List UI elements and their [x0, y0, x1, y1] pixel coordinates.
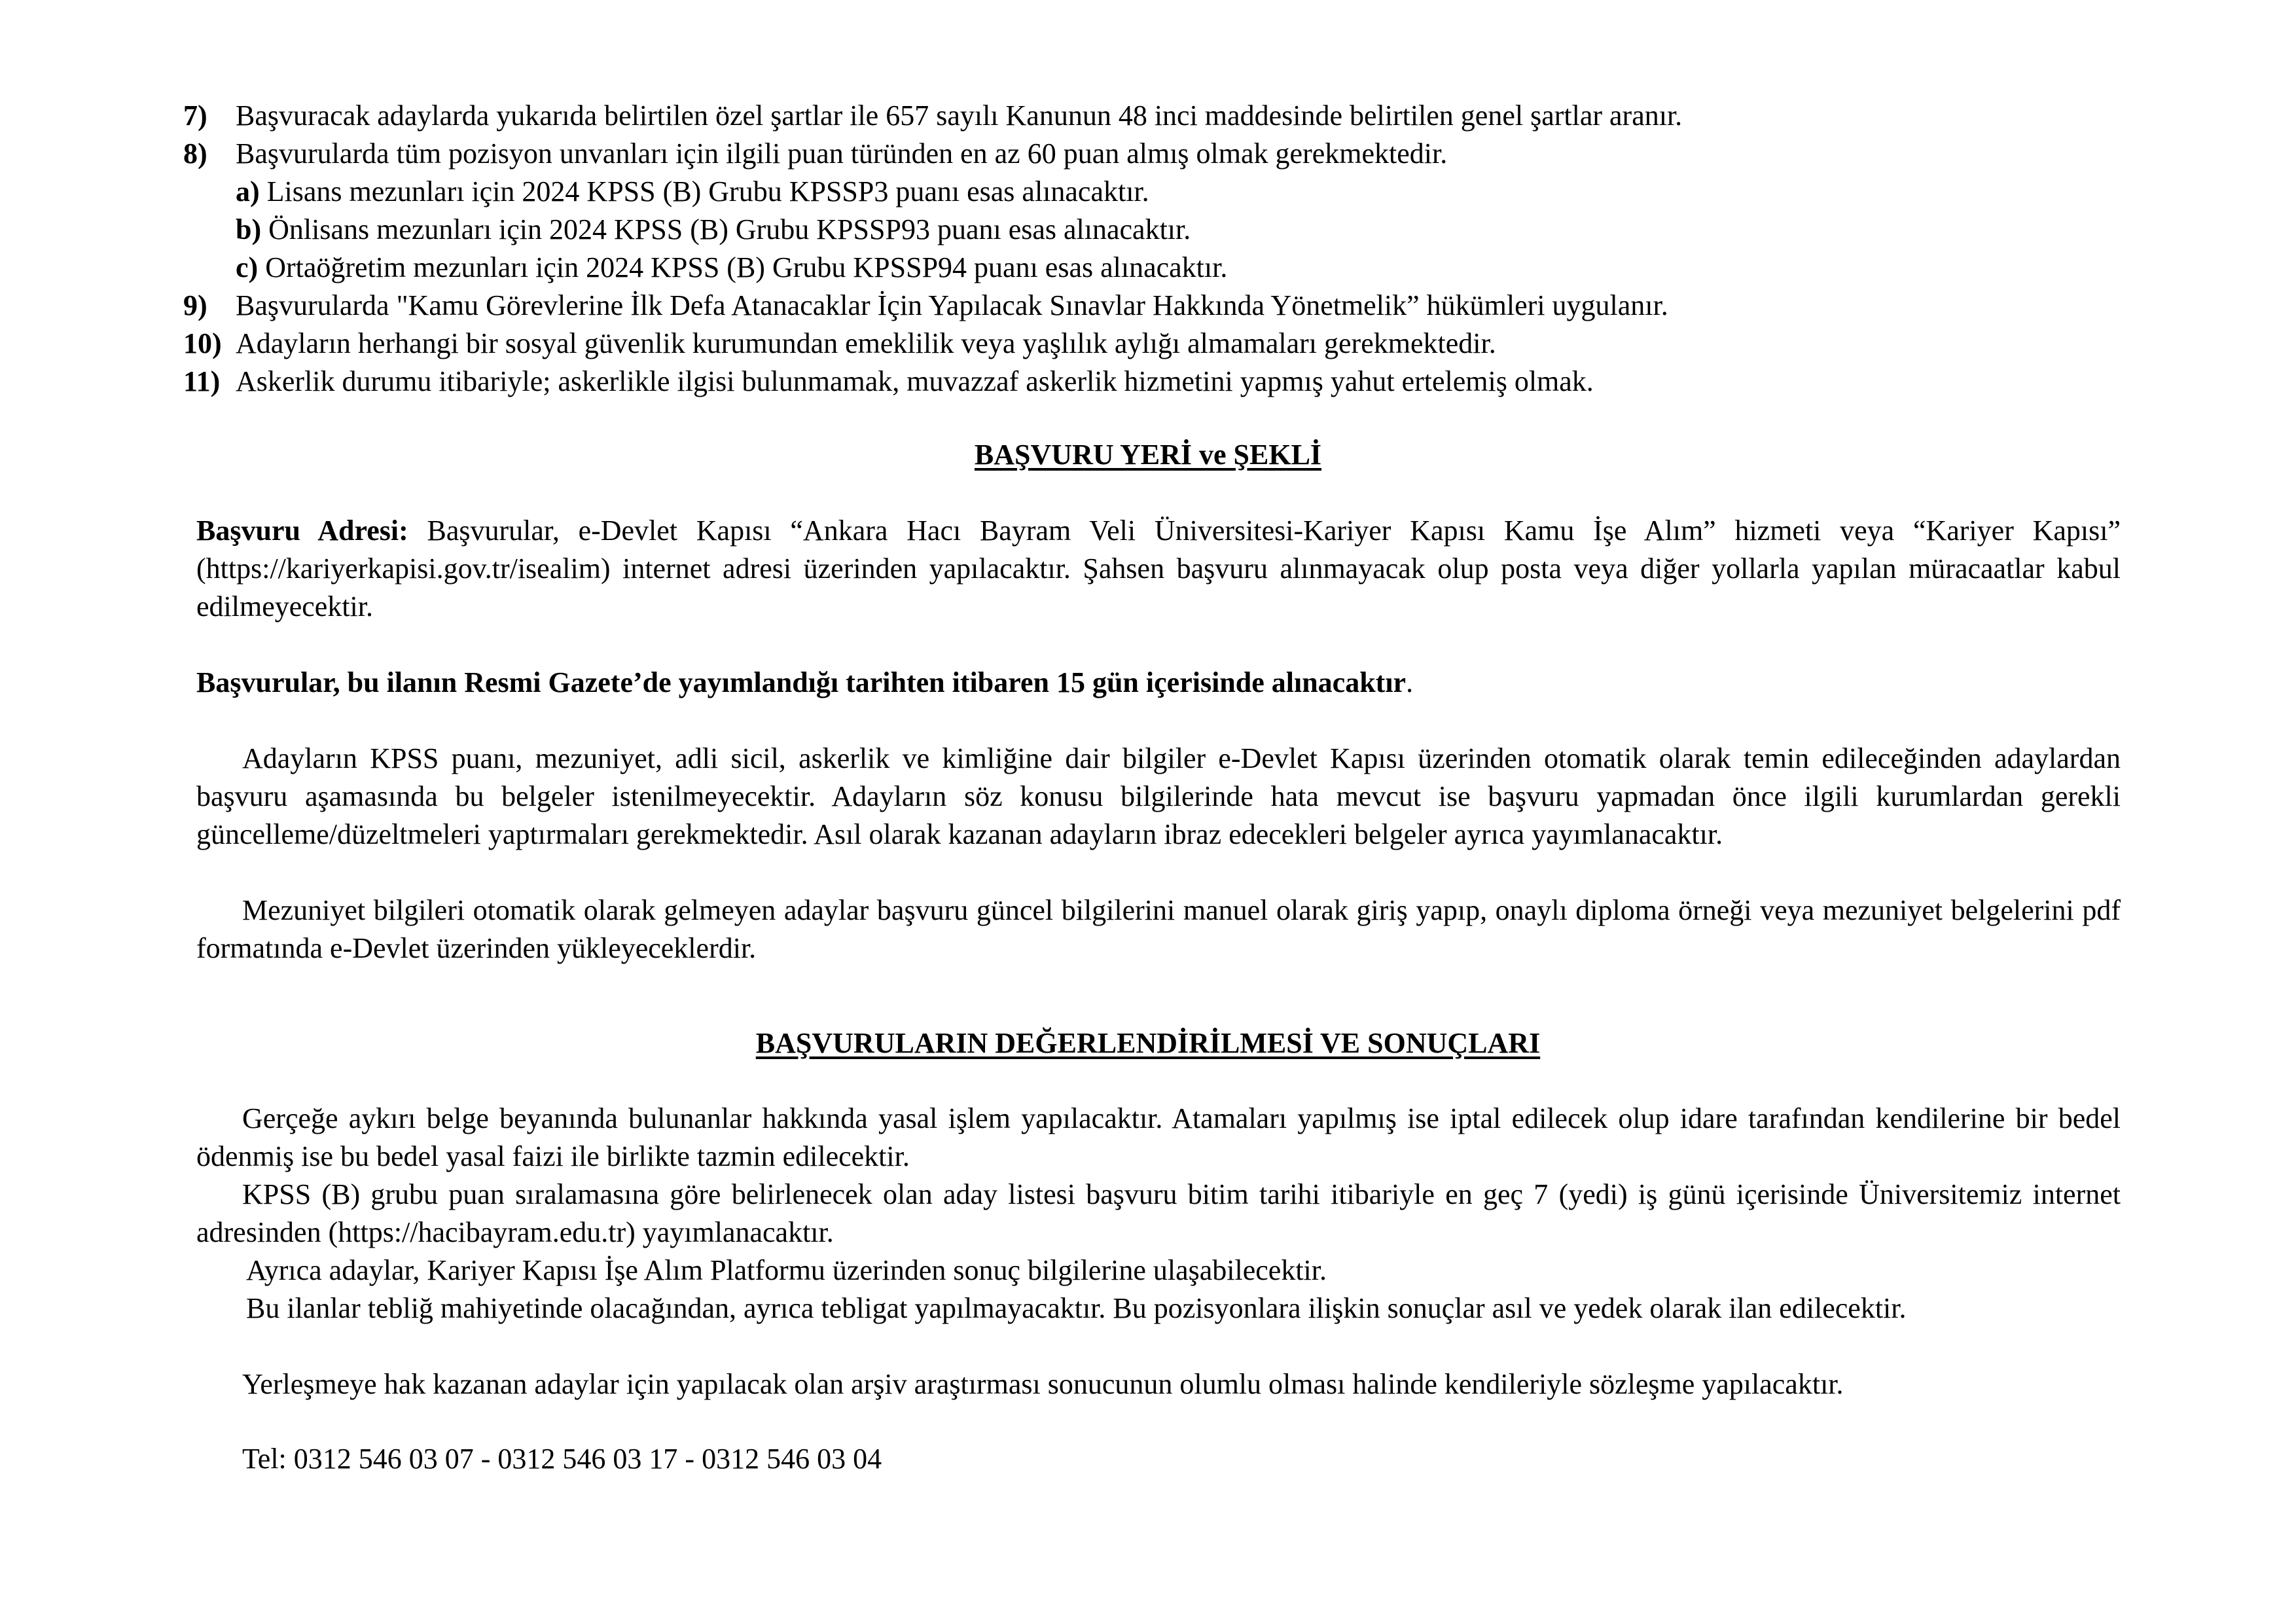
requirement-item-10 [183, 325, 2147, 363]
requirement-text: Adayların herhangi bir sosyal güvenlik kurumundan emeklilik veya yaşlılık aylığı almamaları gerekmektedir. [236, 327, 1496, 359]
requirement-subitem-b [183, 211, 2147, 249]
platform-paragraph [196, 1252, 2121, 1290]
deadline-text: Başvurular, bu ilanın Resmi Gazete’de yayımlandığı tarihten itibaren 15 gün içerisinde alınacaktır [196, 666, 1407, 698]
notice-paragraph [196, 1290, 2121, 1327]
archive-text: Yerleşmeye hak kazanan adaylar için yapılacak olan arşiv araştırması sonucunun olumlu olması halinde kendileriyle sözleşme yapılacaktır. [242, 1368, 1844, 1400]
requirement-subitem-c [183, 249, 2147, 287]
subitem-text: Lisans mezunları için 2024 KPSS (B) Grubu KPSSP3 puanı esas alınacaktır. [259, 175, 1149, 208]
documents-paragraph [196, 740, 2121, 854]
requirement-subitem-a [183, 173, 2147, 211]
requirement-item-9 [183, 287, 2147, 325]
subitem-label: b) [236, 213, 262, 245]
requirements-list [183, 97, 2147, 401]
candidate-list-paragraph [196, 1176, 2121, 1252]
documents-text: Adayların KPSS puanı, mezuniyet, adli sicil, askerlik ve kimliğine dair bilgiler e-Devlet Kapısı üzerinden otomatik olarak temin edileceğinden adaylardan başvuru aşamasında bu belgeler istenilmeyecektir. Adayların söz konusu bilgilerinde hata mevcut ise başvuru yapmadan önce ilgili kurumlardan gerekli güncelleme/düzeltmeleri yaptırmaları gerekmektedir. Asıl olarak kazanan adayların ibraz edecekleri belgeler ayrıca yayımlanacaktır. [196, 742, 2121, 850]
application-address-paragraph [196, 512, 2121, 626]
phone-line [196, 1440, 2121, 1478]
platform-text: Ayrıca adaylar, Kariyer Kapısı İşe Alım Platformu üzerinden sonuç bilgilerine ulaşabilecektir. [246, 1254, 1327, 1286]
subitem-text: Önlisans mezunları için 2024 KPSS (B) Grubu KPSSP93 puanı esas alınacaktır. [261, 213, 1191, 245]
section-heading-results: BAŞVURULARIN DEĞERLENDİRİLMESİ VE SONUÇLARI [755, 1027, 1541, 1059]
requirement-text: Başvurularda "Kamu Görevlerine İlk Defa Atanacaklar İçin Yapılacak Sınavlar Hakkında Yönetmelik” hükümleri uygulanır. [236, 289, 1668, 321]
requirement-item-11 [183, 363, 2147, 401]
requirement-number: 11) [183, 365, 221, 397]
graduation-paragraph [196, 892, 2121, 967]
requirement-text: Başvuracak adaylarda yukarıda belirtilen özel şartlar ile 657 sayılı Kanunun 48 inci maddesinde belirtilen genel şartlar aranır. [236, 99, 1683, 132]
false-documents-text: Gerçeğe aykırı belge beyanında bulunanlar hakkında yasal işlem yapılacaktır. Atamaları yapılmış ise iptal edilecek olup idare tarafından kendilerine bir bedel ödenmiş ise bu bedel yasal faizi ile birlikte tazmin edilecektir. [196, 1102, 2121, 1172]
section-heading-application: BAŞVURU YERİ ve ŞEKLİ [974, 439, 1322, 471]
requirement-number: 7) [183, 99, 207, 132]
requirement-number: 9) [183, 289, 207, 321]
archive-paragraph [196, 1365, 2121, 1403]
application-deadline [196, 664, 2121, 702]
requirement-item-8 [183, 135, 2147, 173]
address-text: Başvurular, e-Devlet Kapısı “Ankara Hacı Bayram Veli Üniversitesi-Kariyer Kapısı Kamu İşe Alım” hizmeti veya “Kariyer Kapısı” (https://kariyerkapisi.gov.tr/isealim) internet adresi üzerinden yapılacaktır. Şahsen başvuru alınmayacak olup posta veya diğer yollarla yapılan müracaatlar kabul edilmeyecektir. [196, 514, 2121, 623]
notice-text: Bu ilanlar tebliğ mahiyetinde olacağından, ayrıca tebligat yapılmayacaktır. Bu pozisyonlara ilişkin sonuçlar asıl ve yedek olarak ilan edilecektir. [246, 1292, 1907, 1324]
subitem-label: a) [236, 175, 260, 208]
subitem-label: c) [236, 251, 259, 283]
false-documents-paragraph [196, 1100, 2121, 1176]
requirement-number: 8) [183, 137, 207, 170]
address-label: Başvuru Adresi: [196, 514, 408, 547]
requirement-number: 10) [183, 327, 222, 359]
requirement-text: Başvurularda tüm pozisyon unvanları için ilgili puan türünden en az 60 puan almış olmak gerekmektedir. [236, 137, 1448, 170]
candidate-list-text: KPSS (B) grubu puan sıralamasına göre belirlenecek olan aday listesi başvuru bitim tarihi itibariyle en geç 7 (yedi) iş günü içerisinde Üniversitemiz internet adresinden (https://hacibayram.edu.tr) yayımlanacaktır. [196, 1178, 2121, 1248]
deadline-period: . [1406, 666, 1414, 698]
phone-numbers: Tel: 0312 546 03 07 - 0312 546 03 17 - 0312 546 03 04 [242, 1443, 882, 1475]
graduation-text: Mezuniyet bilgileri otomatik olarak gelmeyen adaylar başvuru güncel bilgilerini manuel olarak giriş yapıp, onaylı diploma örneği veya mezuniyet belgelerini pdf formatında e-Devlet üzerinden yükleyeceklerdir. [196, 894, 2121, 964]
requirement-item-7 [183, 97, 2147, 135]
subitem-text: Ortaöğretim mezunları için 2024 KPSS (B) Grubu KPSSP94 puanı esas alınacaktır. [258, 251, 1228, 283]
requirement-text: Askerlik durumu itibariyle; askerlikle ilgisi bulunmamak, muvazzaf askerlik hizmetini yapmış yahut ertelemiş olmak. [236, 365, 1594, 397]
